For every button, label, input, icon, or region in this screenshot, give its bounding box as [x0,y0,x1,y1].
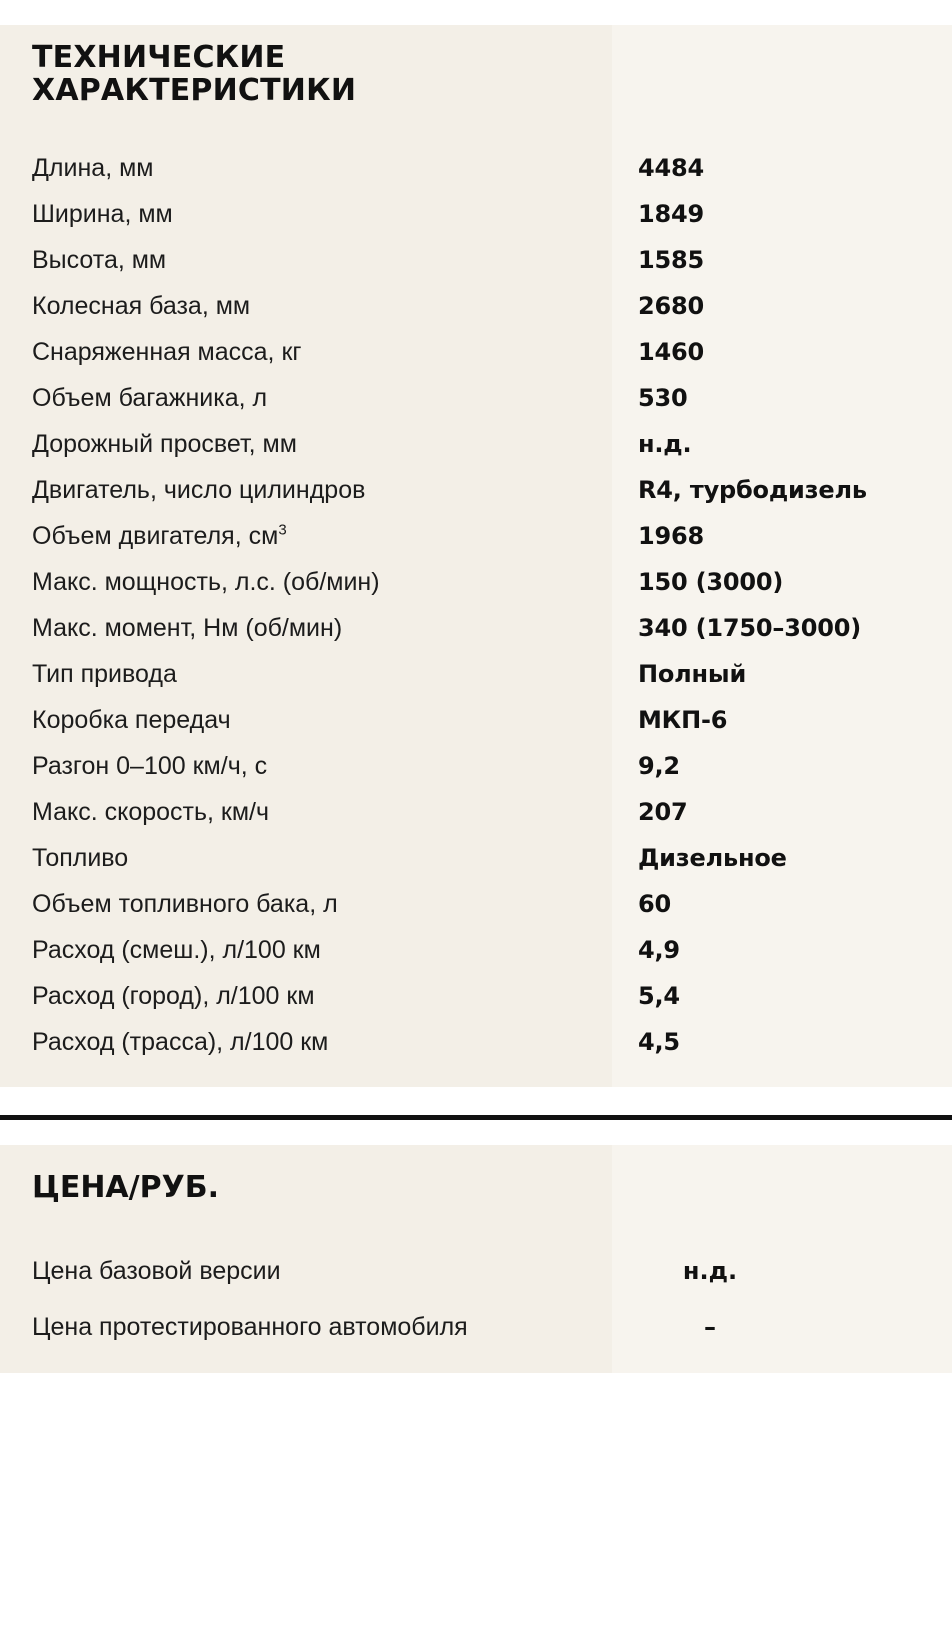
table-row [0,145,952,191]
price-rows [0,1243,952,1373]
table-row [0,283,952,329]
price-section-title: ЦЕНА/РУБ. [32,1169,219,1205]
spec-label: Дорожный просвет, мм [32,429,297,458]
spec-label-superscript: 3 [278,521,287,539]
table-row [0,375,952,421]
spec-label: Макс. скорость, км/ч [32,797,270,826]
spec-value: 4484 [638,153,704,182]
table-row [0,1019,952,1065]
table-row [0,467,952,513]
spec-value: 1968 [638,521,704,550]
table-row [0,789,952,835]
spec-value: 60 [638,889,671,918]
spec-rows [0,141,952,1087]
table-row [0,605,952,651]
price-section [0,1145,952,1373]
spec-sheet-page [0,25,952,1629]
spec-value: 1849 [638,199,704,228]
technical-specifications-section [0,25,952,1087]
spec-value: н.д. [638,429,692,458]
spec-label: Объем топливного бака, л [32,889,338,918]
spec-label: Расход (трасса), л/100 км [32,1027,329,1056]
table-row [0,697,952,743]
spec-label: Двигатель, число цилиндров [32,475,366,504]
spec-label: Топливо [32,843,129,872]
spec-value: 9,2 [638,751,680,780]
spec-value: 207 [638,797,688,826]
table-row [0,1243,952,1299]
spec-value: 4,5 [638,1027,680,1056]
spec-label: Длина, мм [32,153,154,182]
spec-value: 1460 [638,337,704,366]
spec-label: Расход (город), л/100 км [32,981,315,1010]
spec-label: Ширина, мм [32,199,173,228]
table-row [0,559,952,605]
table-row [0,421,952,467]
table-row [0,651,952,697]
table-row [0,881,952,927]
spec-label [0,514,612,558]
spec-label: Тип привода [32,659,177,688]
price-value: н.д. [682,1257,738,1286]
spec-label: Разгон 0–100 км/ч, с [32,751,268,780]
price-label: Цена базовой версии [32,1256,281,1285]
section-gap [0,1087,952,1115]
spec-label: Коробка передач [32,705,231,734]
table-row [0,329,952,375]
table-row [0,973,952,1019]
spec-value: 1585 [638,245,704,274]
spec-value: 340 (1750–3000) [638,613,861,642]
price-label: Цена протестированного автомобиля [32,1312,468,1341]
section-divider [0,1115,952,1120]
spec-label: Макс. момент, Нм (об/мин) [32,613,343,642]
spec-label-text: Объем двигателя, см [32,521,279,550]
table-row [0,927,952,973]
table-row [0,1299,952,1355]
spec-label: Макс. мощность, л.с. (об/мин) [32,567,380,596]
spec-label: Колесная база, мм [32,291,251,320]
spec-value: 4,9 [638,935,680,964]
spec-value: 530 [638,383,688,412]
spec-value: 2680 [638,291,704,320]
spec-value: R4, турбодизель [638,475,867,504]
spec-label: Высота, мм [32,245,167,274]
table-row [0,743,952,789]
spec-label: Снаряженная масса, кг [32,337,302,366]
table-row [0,191,952,237]
table-row [0,835,952,881]
page-title: ТЕХНИЧЕСКИЕ ХАРАКТЕРИСТИКИ [32,39,357,109]
table-row [0,237,952,283]
spec-value: 5,4 [638,981,680,1010]
spec-value: Дизельное [638,843,787,872]
table-row [0,513,952,559]
spec-value: МКП-6 [638,705,728,734]
price-value: – [704,1313,716,1342]
spec-value: 150 (3000) [638,567,784,596]
spec-label: Расход (смеш.), л/100 км [32,935,321,964]
spec-label: Объем багажника, л [32,383,268,412]
spec-value: Полный [638,659,747,688]
